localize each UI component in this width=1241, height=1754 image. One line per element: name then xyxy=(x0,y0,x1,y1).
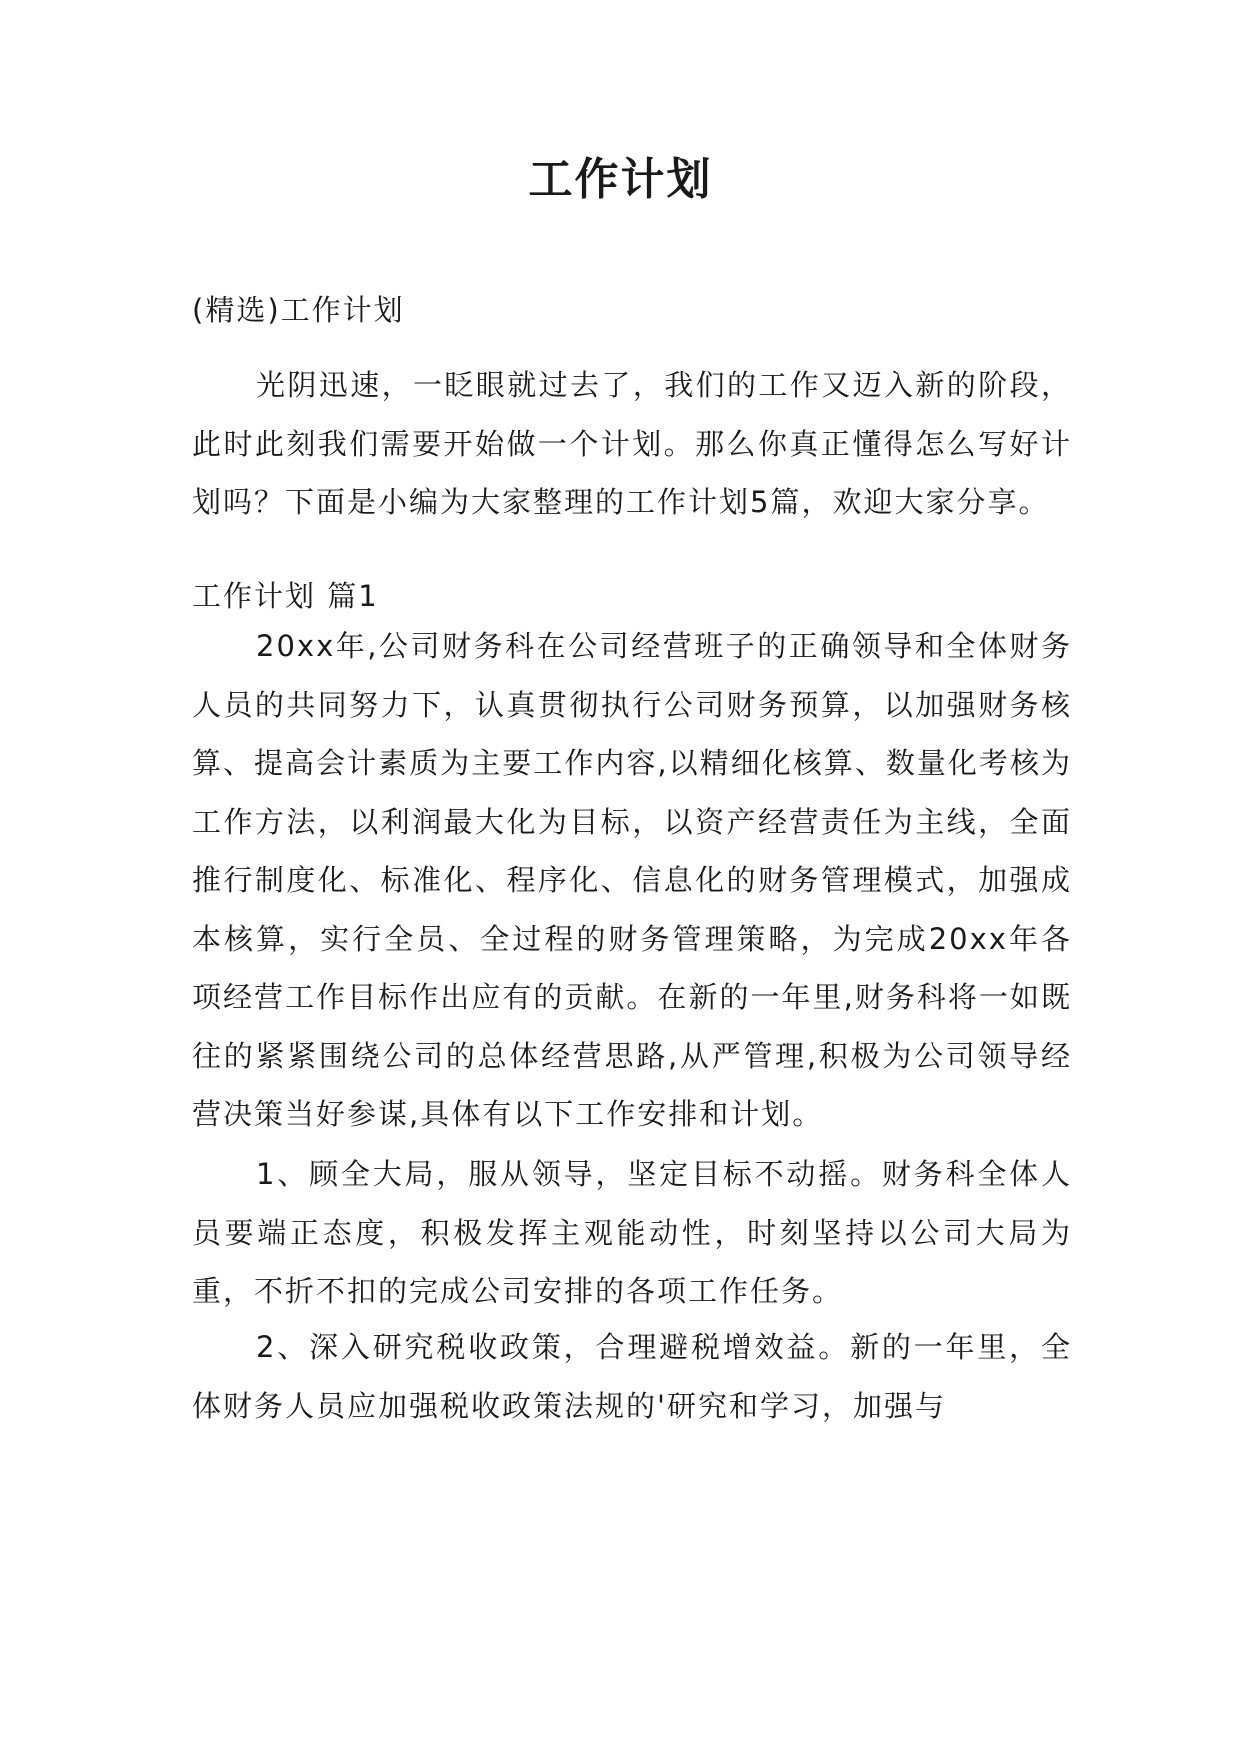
document-subtitle: (精选)工作计划 xyxy=(192,293,405,327)
paragraph-3: 2、深入研究税收政策，合理避税增效益。新的一年里，全体财务人员应加强税收政策法规的'研究和学习，加强与 xyxy=(192,1330,1072,1423)
intro-paragraph: 光阴迅速，一眨眼就过去了，我们的工作又迈入新的阶段，此时此刻我们需要开始做一个计划。那么你真正懂得怎么写好计划吗？下面是小编为大家整理的工作计划5篇，欢迎大家分享。 xyxy=(192,368,1072,519)
paragraph-1: 20xx年,公司财务科在公司经营班子的正确领导和全体财务人员的共同努力下，认真贯彻执行公司财务预算，以加强财务核算、提高会计素质为主要工作内容,以精细化核算、数量化考核为工作方法，以利润最大化为目标，以资产经营责任为主线，全面推行制度化、标准化、程序化、信息化的财务管理模式，加强成本核算，实行全员、全过程的财务管理策略，为完成20xx年各项经营工作目标作出应有的贡献。在新的一年里,财务科将一如既往的紧紧围绕公司的总体经营思路,从严管理,积极为公司领导经营决策当好参谋,具体有以下工作安排和计划。 xyxy=(192,629,1072,1131)
paragraph-2: 1、顾全大局，服从领导，坚定目标不动摇。财务科全体人员要端正态度，积极发挥主观能动性，时刻坚持以公司大局为重，不折不扣的完成公司安排的各项工作任务。 xyxy=(192,1157,1072,1308)
document-title: 工作计划 xyxy=(528,154,713,205)
section-heading: 工作计划 篇1 xyxy=(192,579,379,613)
